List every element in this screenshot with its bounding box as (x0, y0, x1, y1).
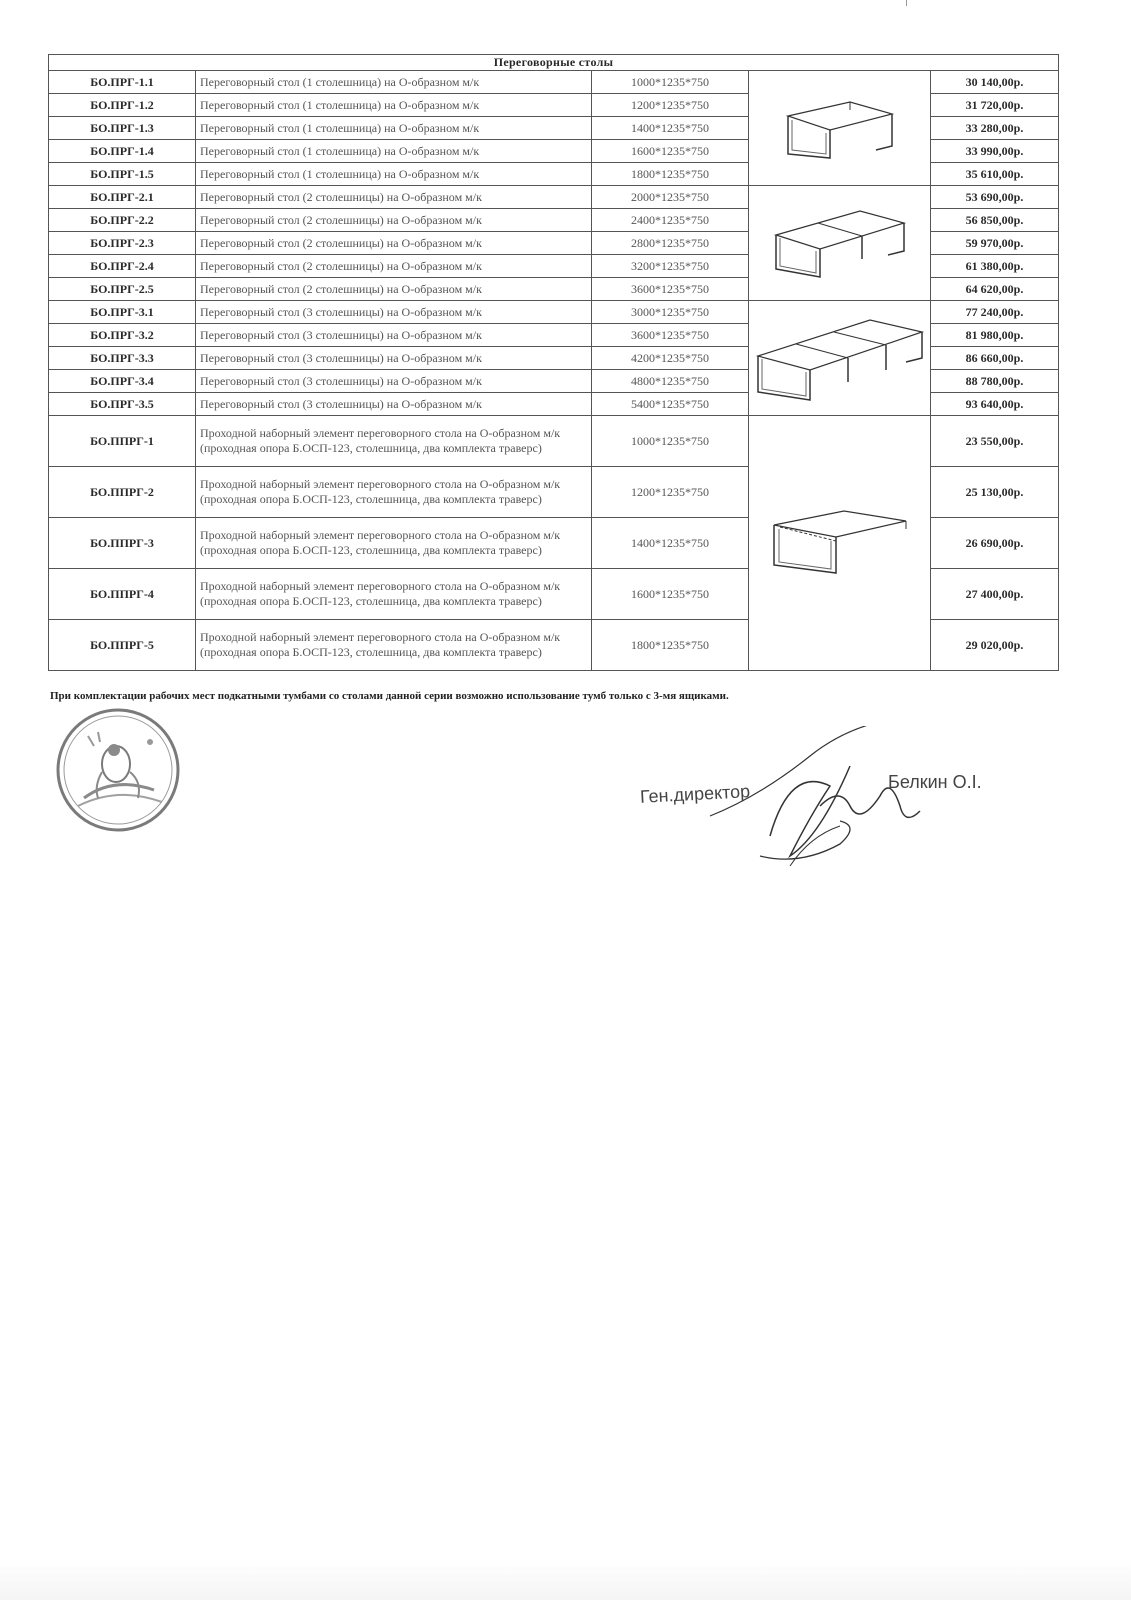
product-code: БО.ПРГ-3.3 (49, 347, 196, 370)
product-description: Проходной наборный элемент переговорного стола на О-образном м/к (проходная опора Б.ОСП-123, столешница, два комплекта траверс) (196, 518, 592, 569)
product-code: БО.ПРГ-2.3 (49, 232, 196, 255)
product-dimensions: 1800*1235*750 (592, 620, 749, 671)
product-dimensions: 2400*1235*750 (592, 209, 749, 232)
product-code: БО.ППРГ-1 (49, 416, 196, 467)
table-three-tops-icon (749, 301, 931, 416)
product-dimensions: 1400*1235*750 (592, 117, 749, 140)
product-code: БО.ППРГ-2 (49, 467, 196, 518)
product-price: 86 660,00р. (931, 347, 1059, 370)
product-description: Переговорный стол (1 столешница) на О-образном м/к (196, 117, 592, 140)
product-price: 27 400,00р. (931, 569, 1059, 620)
product-code: БО.ПРГ-3.4 (49, 370, 196, 393)
product-dimensions: 1600*1235*750 (592, 569, 749, 620)
product-dimensions: 2800*1235*750 (592, 232, 749, 255)
table-row (49, 416, 1059, 467)
price-table-wrapper (48, 54, 1058, 671)
product-description: Переговорный стол (1 столешница) на О-образном м/к (196, 94, 592, 117)
product-code: БО.ППРГ-5 (49, 620, 196, 671)
product-price: 26 690,00р. (931, 518, 1059, 569)
price-table (48, 54, 1059, 671)
product-description: Переговорный стол (2 столешницы) на О-образном м/к (196, 232, 592, 255)
product-code: БО.ППРГ-3 (49, 518, 196, 569)
product-description: Переговорный стол (3 столешницы) на О-образном м/к (196, 393, 592, 416)
table-row (49, 301, 1059, 324)
product-price: 61 380,00р. (931, 255, 1059, 278)
product-description: Переговорный стол (2 столешницы) на О-образном м/к (196, 278, 592, 301)
product-description: Переговорный стол (1 столешница) на О-образном м/к (196, 140, 592, 163)
product-dimensions: 1000*1235*750 (592, 416, 749, 467)
table-one-top-icon (749, 71, 931, 186)
product-description: Переговорный стол (2 столешницы) на О-образном м/к (196, 255, 592, 278)
table-row (49, 71, 1059, 94)
product-price: 56 850,00р. (931, 209, 1059, 232)
product-description: Переговорный стол (2 столешницы) на О-образном м/к (196, 209, 592, 232)
product-description: Проходной наборный элемент переговорного стола на О-образном м/к (проходная опора Б.ОСП-123, столешница, два комплекта траверс) (196, 467, 592, 518)
product-price: 53 690,00р. (931, 186, 1059, 209)
product-description: Переговорный стол (3 столешницы) на О-образном м/к (196, 370, 592, 393)
product-price: 33 280,00р. (931, 117, 1059, 140)
scan-bottom-shadow (0, 1558, 1131, 1600)
product-code: БО.ПРГ-1.3 (49, 117, 196, 140)
table-row (49, 186, 1059, 209)
product-code: БО.ПРГ-2.1 (49, 186, 196, 209)
product-code: БО.ПРГ-1.4 (49, 140, 196, 163)
product-dimensions: 3000*1235*750 (592, 301, 749, 324)
footnote: При комплектации рабочих мест подкатными тумбами со столами данной серии возможно использование тумб только с 3-мя ящиками. (50, 690, 729, 702)
product-code: БО.ПРГ-2.2 (49, 209, 196, 232)
product-dimensions: 4800*1235*750 (592, 370, 749, 393)
product-dimensions: 5400*1235*750 (592, 393, 749, 416)
product-code: БО.ПРГ-2.4 (49, 255, 196, 278)
product-description: Переговорный стол (3 столешницы) на О-образном м/к (196, 301, 592, 324)
product-code: БО.ППРГ-4 (49, 569, 196, 620)
product-price: 23 550,00р. (931, 416, 1059, 467)
table-caption: Переговорные столы (49, 55, 1059, 71)
product-price: 77 240,00р. (931, 301, 1059, 324)
product-code: БО.ПРГ-2.5 (49, 278, 196, 301)
product-dimensions: 1800*1235*750 (592, 163, 749, 186)
product-description: Переговорный стол (1 столешница) на О-образном м/к (196, 71, 592, 94)
product-dimensions: 1600*1235*750 (592, 140, 749, 163)
handwritten-signature (700, 726, 980, 876)
product-dimensions: 3600*1235*750 (592, 278, 749, 301)
product-dimensions: 1000*1235*750 (592, 71, 749, 94)
product-description: Переговорный стол (3 столешницы) на О-образном м/к (196, 347, 592, 370)
signatory-name: Белкин О.І. (888, 772, 982, 792)
product-description: Переговорный стол (3 столешницы) на О-образном м/к (196, 324, 592, 347)
product-code: БО.ПРГ-1.2 (49, 94, 196, 117)
product-dimensions: 1200*1235*750 (592, 94, 749, 117)
product-price: 64 620,00р. (931, 278, 1059, 301)
signatory-title: Ген.директор (639, 781, 751, 807)
product-code: БО.ПРГ-3.2 (49, 324, 196, 347)
product-price: 33 990,00р. (931, 140, 1059, 163)
product-price: 29 020,00р. (931, 620, 1059, 671)
product-description: Проходной наборный элемент переговорного стола на О-образном м/к (проходная опора Б.ОСП-123, столешница, два комплекта траверс) (196, 416, 592, 467)
signature-block (640, 746, 1020, 896)
product-code: БО.ПРГ-1.5 (49, 163, 196, 186)
product-description: Переговорный стол (1 столешница) на О-образном м/к (196, 163, 592, 186)
product-dimensions: 1200*1235*750 (592, 467, 749, 518)
product-price: 88 780,00р. (931, 370, 1059, 393)
product-description: Проходной наборный элемент переговорного стола на О-образном м/к (проходная опора Б.ОСП-123, столешница, два комплекта траверс) (196, 569, 592, 620)
product-dimensions: 2000*1235*750 (592, 186, 749, 209)
company-seal-stamp (54, 706, 182, 834)
product-price: 81 980,00р. (931, 324, 1059, 347)
product-price: 93 640,00р. (931, 393, 1059, 416)
product-code: БО.ПРГ-3.5 (49, 393, 196, 416)
product-price: 59 970,00р. (931, 232, 1059, 255)
scan-edge-mark (906, 0, 907, 6)
product-dimensions: 3600*1235*750 (592, 324, 749, 347)
product-description: Переговорный стол (2 столешницы) на О-образном м/к (196, 186, 592, 209)
product-dimensions: 3200*1235*750 (592, 255, 749, 278)
product-price: 25 130,00р. (931, 467, 1059, 518)
product-price: 35 610,00р. (931, 163, 1059, 186)
table-caption-row (49, 55, 1059, 71)
product-code: БО.ПРГ-3.1 (49, 301, 196, 324)
table-two-tops-icon (749, 186, 931, 301)
product-description: Проходной наборный элемент переговорного стола на О-образном м/к (проходная опора Б.ОСП-123, столешница, два комплекта траверс) (196, 620, 592, 671)
product-price: 31 720,00р. (931, 94, 1059, 117)
pass-through-element-icon (749, 416, 931, 671)
product-code: БО.ПРГ-1.1 (49, 71, 196, 94)
product-dimensions: 1400*1235*750 (592, 518, 749, 569)
product-dimensions: 4200*1235*750 (592, 347, 749, 370)
product-price: 30 140,00р. (931, 71, 1059, 94)
